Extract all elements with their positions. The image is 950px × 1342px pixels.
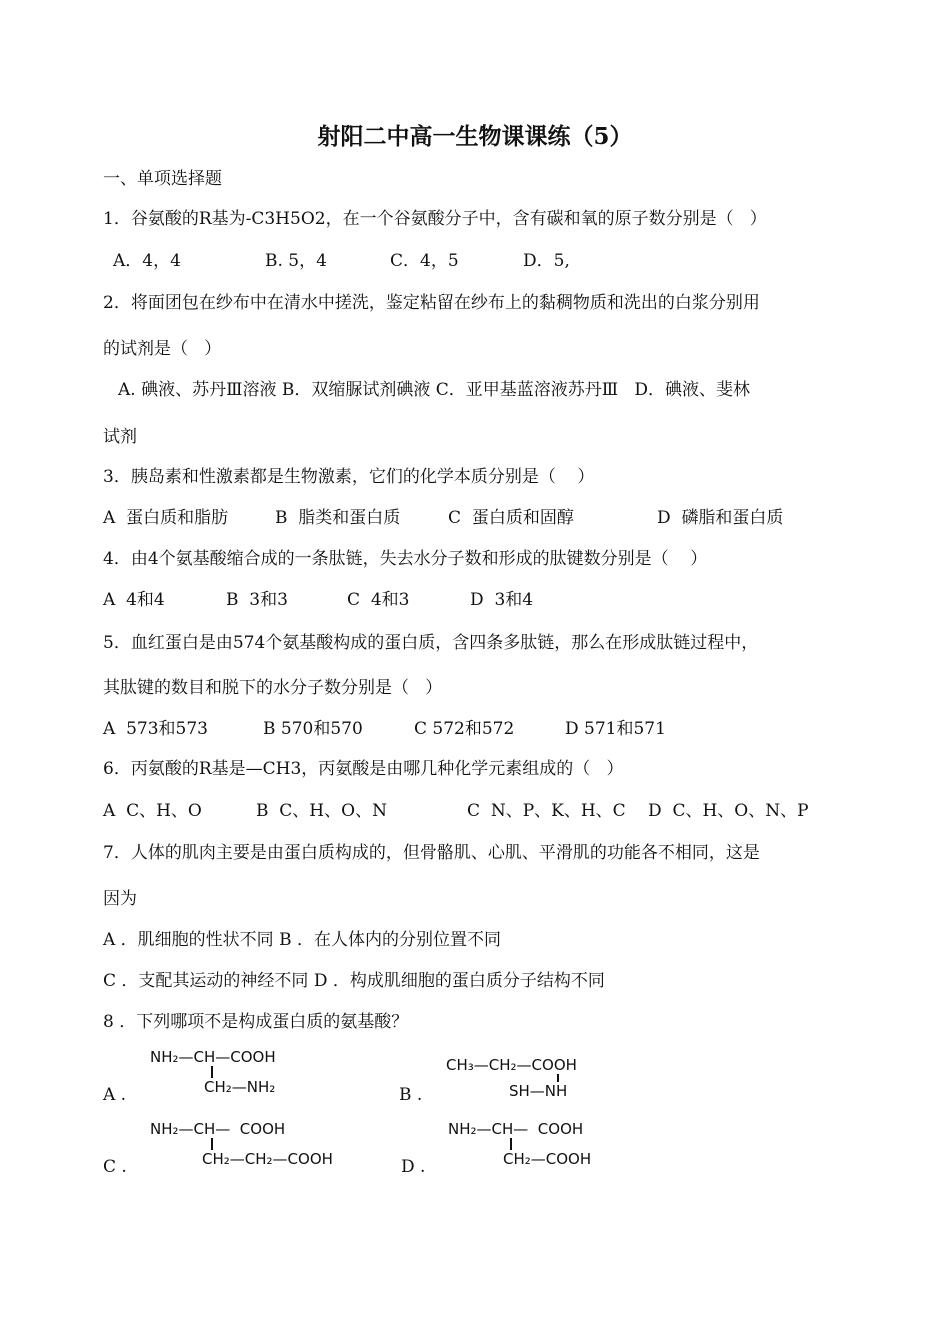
question-3-stem: 3．胰岛素和性激素都是生物激素，它们的化学本质分别是（ ） xyxy=(103,467,595,487)
q5-option-c: C 572和572 xyxy=(414,719,515,739)
q8-label-b: B . xyxy=(399,1085,423,1105)
structure-b-bottom: SH—NH xyxy=(509,1082,568,1100)
q6-option-a: A C、H、O xyxy=(103,801,202,821)
q6-option-b: B C、H、O、N xyxy=(256,801,387,821)
q1-option-c: C．4，5 xyxy=(390,251,459,271)
section-heading: 一、单项选择题 xyxy=(103,169,222,189)
q8-label-a: A . xyxy=(103,1085,127,1105)
question-2-stem: 2．将面团包在纱布中在清水中搓洗，鉴定粘留在纱布上的黏稠物质和洗出的白浆分别用 xyxy=(103,293,760,313)
question-4-stem: 4．由4个氨基酸缩合成的一条肽链，失去水分子数和形成的肽键数分别是（ ） xyxy=(103,549,708,569)
q1-option-d: D．5, xyxy=(523,251,570,271)
q8-label-c: C . xyxy=(103,1157,127,1177)
q3-option-c: C 蛋白质和固醇 xyxy=(448,508,574,528)
q2-options-cont: 试剂 xyxy=(103,427,137,447)
structure-d-bottom: CH₂—COOH xyxy=(503,1150,592,1168)
structure-d-top: NH₂—CH— COOH xyxy=(448,1120,584,1138)
question-5-stem-cont: 其肽键的数目和脱下的水分子数分别是（ ） xyxy=(103,678,443,698)
structure-c-bottom: CH₂—CH₂—COOH xyxy=(202,1150,333,1168)
structure-b-top: CH₃—CH₂—COOH xyxy=(446,1056,577,1074)
page-title: 射阳二中高一生物课课练（5） xyxy=(317,123,633,150)
q1-option-a: A．4，4 xyxy=(113,251,181,271)
question-5-stem: 5．血红蛋白是由574个氨基酸构成的蛋白质，含四条多肽链，那么在形成肽链过程中， xyxy=(103,633,759,653)
q4-option-d: D 3和4 xyxy=(470,590,534,610)
structure-b-bond xyxy=(557,1074,559,1082)
q6-option-c: C N、P、K、H、C xyxy=(467,801,626,821)
q8-label-d: D . xyxy=(401,1157,426,1177)
q7-options-cd: C ．支配其运动的神经不同 D ．构成肌细胞的蛋白质分子结构不同 xyxy=(103,971,605,991)
q5-option-b: B 570和570 xyxy=(263,719,363,739)
q6-option-d: D C、H、O、N、P xyxy=(648,801,809,821)
structure-c-bond xyxy=(211,1138,213,1150)
q3-option-b: B 脂类和蛋白质 xyxy=(275,508,401,528)
question-2-stem-cont: 的试剂是（ ） xyxy=(103,339,222,359)
q4-option-b: B 3和3 xyxy=(226,590,288,610)
q3-option-a: A 蛋白质和脂肪 xyxy=(103,508,229,528)
q4-option-a: A 4和4 xyxy=(103,590,165,610)
structure-a-bottom: CH₂—NH₂ xyxy=(204,1078,276,1096)
structure-a-bond xyxy=(211,1066,213,1078)
q3-option-d: D 磷脂和蛋白质 xyxy=(657,508,784,528)
q7-options-ab: A ．肌细胞的性状不同 B ．在人体内的分别位置不同 xyxy=(103,930,501,950)
q4-option-c: C 4和3 xyxy=(347,590,410,610)
q1-option-b: B. 5，4 xyxy=(265,251,327,271)
question-7-stem-cont: 因为 xyxy=(103,889,137,909)
structure-c-top: NH₂—CH— COOH xyxy=(150,1120,286,1138)
question-7-stem: 7．人体的肌肉主要是由蛋白质构成的，但骨骼肌、心肌、平滑肌的功能各不相同，这是 xyxy=(103,843,760,863)
question-6-stem: 6．丙氨酸的R基是—CH3，丙氨酸是由哪几种化学元素组成的（ ） xyxy=(103,759,624,779)
structure-d-bond xyxy=(510,1138,512,1150)
q5-option-d: D 571和571 xyxy=(565,719,666,739)
structure-a-top: NH₂—CH—COOH xyxy=(150,1048,276,1066)
q2-options: A. 碘液、苏丹Ⅲ溶液 B．双缩脲试剂碘液 C．亚甲基蓝溶液苏丹Ⅲ D．碘液、斐林 xyxy=(118,380,751,400)
q5-option-a: A 573和573 xyxy=(103,719,208,739)
question-1-stem: 1．谷氨酸的R基为-C3H5O2，在一个谷氨酸分子中，含有碳和氧的原子数分别是（ ） xyxy=(103,209,767,229)
question-8-stem: 8 ．下列哪项不是构成蛋白质的氨基酸？ xyxy=(103,1012,409,1032)
